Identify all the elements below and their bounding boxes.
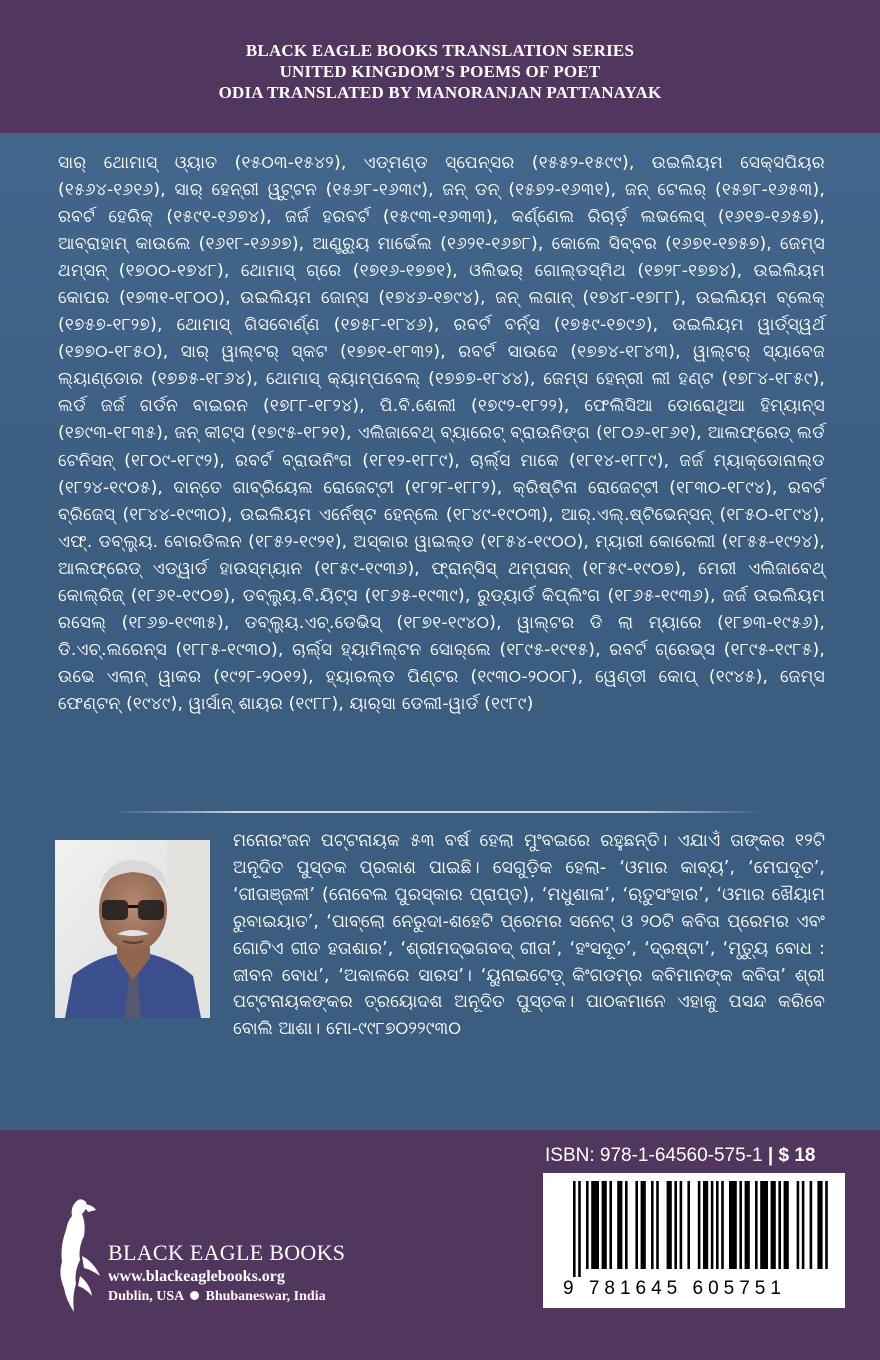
barcode-bar: [739, 1181, 742, 1269]
barcode-bar: [687, 1181, 690, 1269]
eagle-logo-icon: [52, 1196, 106, 1314]
divider: [112, 811, 762, 813]
barcode-bar: [825, 1181, 828, 1269]
barcode-bar: [578, 1181, 581, 1277]
barcode-bar: [711, 1181, 714, 1269]
barcode-bar: [810, 1181, 813, 1269]
barcode-bar: [778, 1181, 781, 1269]
price: $ 18: [778, 1145, 816, 1166]
barcode-bar: [680, 1181, 683, 1269]
barcode-bar: [641, 1181, 646, 1269]
barcode-bar: [609, 1181, 612, 1269]
barcode-bar: [703, 1181, 708, 1269]
isbn-separator: |: [767, 1145, 774, 1166]
barcode-bar: [802, 1181, 805, 1269]
barcode-bars: [543, 1173, 845, 1278]
barcode-bar: [656, 1181, 659, 1269]
barcode-bar: [817, 1181, 822, 1269]
barcode-bar: [745, 1181, 750, 1269]
author-photo: [55, 840, 210, 1018]
barcode-bar: [784, 1181, 789, 1269]
barcode: [543, 1173, 845, 1308]
barcode-bar: [591, 1181, 599, 1269]
barcode-bar: [602, 1181, 607, 1269]
series-title-line-2: UNITED KINGDOM’S POEMS OF POET: [279, 62, 601, 81]
isbn-label: ISBN:: [545, 1145, 595, 1166]
location-left: Dublin, USA: [108, 1289, 184, 1304]
barcode-bar: [698, 1181, 701, 1269]
barcode-bar: [635, 1181, 638, 1269]
barcode-bar: [771, 1181, 776, 1269]
isbn-number: 978-1-64560-575-1: [599, 1145, 763, 1166]
barcode-bar: [797, 1181, 800, 1269]
series-title-line-3: ODIA TRANSLATED BY MANORANJAN PATTANAYAK: [218, 83, 662, 102]
barcode-bar: [586, 1181, 589, 1269]
bullet-icon: [190, 1291, 199, 1300]
barcode-bar: [625, 1181, 628, 1269]
barcode-bar: [716, 1181, 719, 1269]
series-title-block: [0, 40, 880, 103]
barcode-bar: [651, 1181, 654, 1269]
barcode-bar: [729, 1181, 737, 1269]
barcode-bar: [760, 1181, 768, 1269]
author-portrait-illustration: [55, 840, 210, 1018]
barcode-digits: 9 781645 605751: [563, 1278, 786, 1299]
author-bio: ମନୋରଂଜନ ପଟ୍ଟନାୟକ ୫୩ ବର୍ଷ ହେଲା ମୁଂବଇରେ ରହୁଛନ୍ତି। ଏଯାଏଁ ତାଙ୍କର ୧୨ଟି ଅନୂଦିତ ପୁସ୍ତକ ପ୍ରକାଶ ପାଇଛି। ସେଗୁଡ଼ିକ ହେଲା- ‘ଓମାର କାବ୍ୟ’, ‘ମେଘଦୂତ’, ‘ଗୀତାଞ୍ଜଳୀ’ (ନୋବେଲ ପୁରସ୍କାର ପ୍ରାପ୍ତ), ‘ମଧୁଶାଳା’, ‘ଋତୁସଂହାର’, ‘ଓମାର ଖୈୟାମ ରୁବାଇୟାତ’, ‘ପାବ୍ଲୋ ନେରୁଦା-ଶହେଟି ପ୍ରେମର ସନେଟ୍ ଓ ୨୦ଟି କବିତା ପ୍ରେମର ଏବଂ ଗୋଟିଏ ଗୀତ ହତାଶାର’, ‘ଶ୍ରୀମଦ୍‌ଭଗବଦ୍ ଗୀତା’, ‘ହଂସଦୂତ’, ‘ଦ୍ରଷ୍ଟା’, ‘ମୃତ୍ୟୁ ବୋଧ : ଜୀବନ ବୋଧ’, ‘ଅକାଳରେ ସାରସ’। ‘ୟୁନାଇଟେଡ଼୍ କିଂଗଡମ୍‌ର କବିମାନଙ୍କ କବିତା’ ଶ୍ରୀ ପଟ୍ଟନାୟକଙ୍କର ତ୍ରୟୋଦଶ ଅନୂଦିତ ପୁସ୍ତକ। ପାଠକମାନେ ଏହାକୁ ପସନ୍ଦ କରିବେ ବୋଲି ଆଶା। ମୋ-୯୯୮୭୦୨୨୯୩୦: [233, 831, 825, 1040]
location-right: Bhubaneswar, India: [205, 1289, 326, 1304]
barcode-bar: [674, 1181, 677, 1269]
barcode-bar: [573, 1181, 576, 1277]
publisher-website[interactable]: www.blackeaglebooks.org: [108, 1268, 285, 1285]
publisher-locations: [108, 1289, 326, 1305]
series-title-line-1: BLACK EAGLE BOOKS TRANSLATION SERIES: [245, 41, 635, 60]
publisher-name: BLACK EAGLE BOOKS: [108, 1240, 346, 1265]
barcode-bar: [755, 1181, 758, 1269]
barcode-bar: [667, 1181, 672, 1269]
barcode-bar: [721, 1181, 724, 1269]
barcode-bar: [617, 1181, 622, 1269]
isbn-line: [545, 1145, 845, 1167]
poets-list: ସାର୍ ଥୋମାସ୍ ଓ୍ୟାତ (୧୫୦୩-୧୫୪୨), ଏଡ୍ମଣ୍ଡ ସ୍ପେନ୍ସର (୧୫୫୨-୧୫୯୯), ଉଇଲିୟମ ସେକ୍ସପିୟର (୧୫୬୪-୧୬୧୬), ସାର୍ ହେନ୍‌ରୀ ୱୁଟ୍ଟନ (୧୫୬୮-୧୬୩୯), ଜନ୍ ଡନ୍ (୧୫୭୨-୧୬୩୧), ଜନ୍ ଟେଲର୍ (୧୫୭୮-୧୬୫୩), ରବର୍ଟ ହେରିକ୍ (୧୫୯୧-୧୬୭୪), ଜର୍ଜ ହରବର୍ଟ (୧୫୯୩-୧୬୩୩), କର୍ଣ୍ଣେଲ ରିଚାର୍ଡ଼ ଲଭଲେସ୍ (୧୬୧୭-୧୬୫୭), ଆବ୍ରାହାମ୍ କାଉଲେ (୧୬୧୮-୧୬୬୭), ଆଣ୍ଡ୍ର୍ୟୁ ମାର୍ଭେଲ (୧୬୨୧-୧୬୭୮), କୋଲେ ସିବ୍‌ବର (୧୬୭୧-୧୭୫୭), ଜେମ୍ସ ଥମ୍‌ସନ୍ (୧୭୦୦-୧୭୪୮), ଥୋମାସ୍ ଗ୍ରେ (୧୭୧୬-୧୭୭୧), ଓଲିଭର୍ ଗୋଲ୍ଡସ୍ମିଥ (୧୭୨୮-୧୭୭୪), ଉଇଲିୟମ କୋପର (୧୭୩୧-୧୮୦୦), ଉଇଲିୟମ ଜୋନ୍ସ (୧୭୪୬-୧୭୯୪), ଜନ୍ ଲଗାନ୍ (୧୭୪୮-୧୭୮୮), ଉଇଲିୟମ ବ୍ଲେକ୍ (୧୭୫୭-୧୮୨୭), ଥୋମାସ୍ ଗିସବୋର୍ଣ୍ଣ (୧୭୫୮-୧୮୪୬), ରବର୍ଟ ବର୍ନ୍ସ (୧୭୫୯-୧୭୯୬), ଉଇଲିୟମ ୱାର୍ଡ୍‌ସ୍ୱର୍ଥ (୧୭୭୦-୧୮୫୦), ସାର୍ ୱାଲ୍‌ଟର୍ ସ୍କଟ (୧୭୭୧-୧୮୩୨), ରବର୍ଟ ସାଉଦେ (୧୭୭୪-୧୮୪୩), ୱାଲ୍ଟର୍ ସ୍ୟାବେଜ ଲ୍ୟାଣ୍ଡୋର (୧୭୭୫-୧୮୬୪), ଥୋମାସ୍ କ୍ୟାମ୍ପବେଲ୍ (୧୭୭୭-୧୮୪୪), ଜେମ୍ସ ହେନ୍‌ରୀ ଲୀ ହଣ୍ଟ (୧୭୮୪-୧୮୫୯), ଲର୍ଡ ଜର୍ଜ ଗର୍ଡନ ବାଇରନ (୧୭୮୮-୧୮୨୪), ପି.ବି.ଶେଲୀ (୧୭୯୨-୧୮୨୨), ଫେଲିସିଆ ଡୋରୋଥିଆ ହିମ୍ୟାନ୍ସ (୧୭୯୩-୧୮୩୫), ଜନ୍ କୀଟ୍ସ (୧୭୯୫-୧୮୨୧), ଏଲିଜାବେଥ୍ ବ୍ୟାରେଟ୍ ବ୍ରାଉନିଙ୍ଗ (୧୮୦୬-୧୮୬୧), ଆଲଫ୍ରେଡ୍ ଲର୍ଡ ଟେନିସନ୍ (୧୮୦୯-୧୮୯୨), ରବର୍ଟ ବ୍ରାଉନିଂଗ (୧୮୧୨-୧୮୮୯), ଚାର୍ଲ୍ସ ମାକେ (୧୮୧୪-୧୮୮୯), ଜର୍ଜ ମ୍ୟାକ୍‌ଡୋନାଲ୍ଡ (୧୮୨୪-୧୯୦୫), ଦାନ୍ତେ ଗାବ୍ରିୟେଲ ରୋଜେଟ୍ଟୀ (୧୮୨୮-୧୮୮୨), କ୍ରିଷ୍ଟିନା ରୋଜେଟ୍ଟୀ (୧୮୩୦-୧୮୯୪), ରବର୍ଟ ବ୍ରିଜେସ୍ (୧୮୪୪-୧୯୩୦), ଉଇଲିୟମ ଏର୍ନେଷ୍ଟ ହେନ୍‌ଲେ (୧୮୪୯-୧୯୦୩), ଆର୍.ଏଲ୍.ଷ୍ଟିଭେନ୍‌ସନ୍ (୧୮୫୦-୧୮୯୪), ଏଫ୍. ଡବ୍ଲ୍ୟୁ. ବୋରଡିଲନ (୧୮୫୨-୧୯୨୧), ଅସ୍କାର ୱାଇଲ୍ଡ (୧୮୫୪-୧୯୦୦), ମ୍ୟାରୀ କୋରେଲୀ (୧୮୫୫-୧୯୨୪), ଆଲଫ୍ରେଡ୍ ଏଡ୍‌ୱାର୍ଡ ହାଉସ୍‌ମ୍ୟାନ (୧୮୫୯-୧୯୩୬), ଫ୍ରାନ୍‌ସିସ୍ ଥମ୍ପସନ୍ (୧୮୫୯-୧୯୦୭), ମେରୀ ଏଲିଜାବେଥ୍ କୋଲ୍‌ରିଜ୍ (୧୮୬୧-୧୯୦୭), ଡବ୍ଲ୍ୟୁ.ବି.ୟିଟ୍ସ (୧୮୬୫-୧୯୩୯), ରୁଡ୍‌ୟାର୍ଡ କିପ୍‌ଲିଂଗ (୧୮୬୫-୧୯୩୬), ଜର୍ଜ ଉଇଲିୟମ ରସେଲ୍ (୧୮୬୭-୧୯୩୫), ଡବ୍ଲ୍ୟୁ.ଏଚ୍.ଡେଭିସ୍ (୧୮୭୧-୧୯୪୦), ୱାଲ୍‌ଟର ଡି ଲା ମ୍ୟାରେ (୧୮୭୩-୧୯୫୬), ଡି.ଏଚ୍.ଲରେନ୍ସ (୧୮୮୫-୧୯୩୦), ଚାର୍ଲ୍ସ ହ୍ୟାମିଲ୍‌ଟନ ସୋର୍‌ଲେ (୧୮୯୫-୧୯୧୫), ରବର୍ଟ ଗ୍ରେଭ୍‌ସ (୧୮୯୫-୧୯୮୫), ଉଭେ ଏଲାନ୍ ୱାକର (୧୯୨୮-୨୦୧୨), ହ୍ୟାରଲ୍ଡ ପିଣ୍ଟର (୧୯୩୦-୨୦୦୮), ୱେଣ୍ଡୀ କୋପ୍ (୧୯୪୫), ଜେମ୍ସ ଫେଣ୍ଟନ୍ (୧୯୪୯), ୱାର୍ସାନ୍ ଶାୟର (୧୯୮୮), ୟାର୍‌ସା ଡେଲୀ-ୱାର୍ଡ (୧୯୮୯): [58, 153, 825, 714]
